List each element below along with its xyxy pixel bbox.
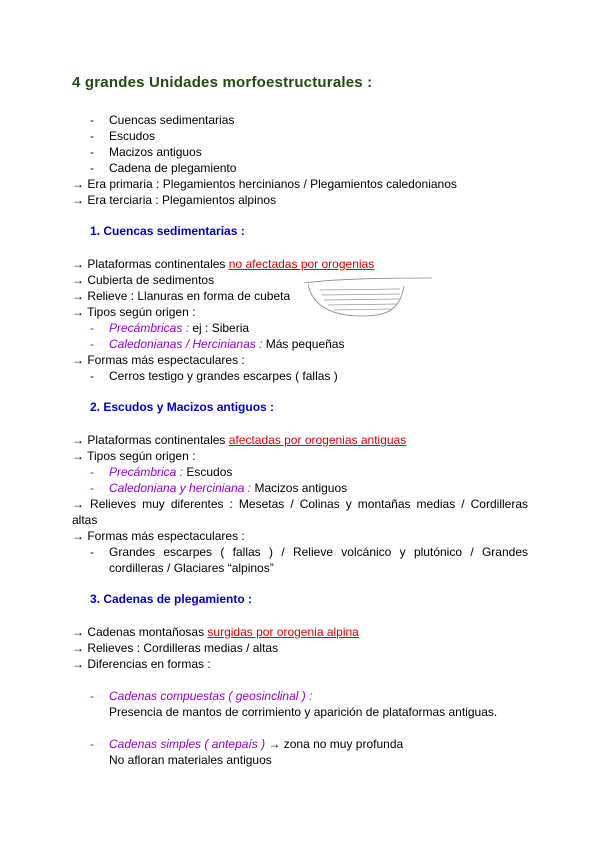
bullet-line: → Tipos según origen : <box>72 449 196 463</box>
bullet-line: → Tipos según origen : <box>72 305 196 319</box>
bullet-line: → Formas más espectaculares : <box>72 353 245 367</box>
highlight-text: surgidas por orogenia alpina <box>207 625 359 639</box>
bullet-dash: - <box>90 161 94 175</box>
bullet-dash: - <box>90 689 94 703</box>
bullet-line: → Diferencias en formas : <box>72 657 211 671</box>
list-item: Cadena de plegamiento <box>109 161 237 175</box>
bullet-dash: - <box>90 737 94 751</box>
bullet-dash: - <box>90 321 94 335</box>
arrow-icon: → <box>72 305 84 319</box>
list-item: Cuencas sedimentarias <box>109 113 235 127</box>
arrow-icon: → <box>72 449 84 463</box>
bullet-line: → Relieves muy diferentes : Mesetas / Colinas y montañas medias / Cordilleras <box>72 497 528 511</box>
arrow-icon: → <box>72 657 84 671</box>
bullet-line: → Plataformas continentales no afectadas por orogenias <box>72 257 375 271</box>
era-line: → Era terciaria : Plegamientos alpinos <box>72 193 277 207</box>
bullet-line: → Cadenas montañosas surgidas por orogenia alpina <box>72 625 359 639</box>
arrow-icon: → <box>72 625 84 639</box>
bullet-line-continued: altas <box>72 513 98 527</box>
section-heading-cuencas: 1. Cuencas sedimentarias : <box>90 224 245 238</box>
arrow-icon: → <box>72 289 84 303</box>
bullet-dash: - <box>90 337 94 351</box>
bullet-dash: - <box>90 465 94 479</box>
section-heading-cadenas: 3. Cadenas de plegamiento : <box>90 592 253 606</box>
bullet-line: → Formas más espectaculares : <box>72 529 245 543</box>
list-item-description: Presencia de mantos de corrimiento y aparición de plataformas antiguas. <box>109 705 498 719</box>
bullet-line: → Cubierta de sedimentos <box>72 273 215 287</box>
list-item: Escudos <box>109 129 156 143</box>
section-heading-escudos: 2. Escudos y Macizos antiguos : <box>90 400 275 414</box>
highlight-text: afectadas por orogenias antiguas <box>228 433 407 447</box>
arrow-icon: → <box>72 641 84 655</box>
list-item-continued: cordilleras / Glaciares “alpinos” <box>109 561 274 575</box>
bullet-dash: - <box>90 145 94 159</box>
arrow-icon: → <box>72 497 84 511</box>
arrow-icon: → <box>72 193 84 207</box>
bullet-line: → Relieve : Llanuras en forma de cubeta <box>72 289 291 303</box>
arrow-icon: → <box>72 433 84 447</box>
bullet-line: → Relieves : Cordilleras medias / altas <box>72 641 279 655</box>
list-item: Grandes escarpes ( fallas ) / Relieve volcánico y plutónico / Grandes <box>109 545 528 559</box>
list-item: Cerros testigo y grandes escarpes ( fallas ) <box>109 369 338 383</box>
arrow-icon: → <box>72 529 84 543</box>
list-item: Precámbricas : ej : Siberia <box>109 321 250 335</box>
list-item: Caledonianas / Hercinianas : Más pequeñas <box>109 337 345 351</box>
list-item: Macizos antiguos <box>109 145 202 159</box>
arrow-icon: → <box>72 273 84 287</box>
bullet-dash: - <box>90 545 94 559</box>
arrow-icon: → <box>72 353 84 367</box>
page-title: 4 grandes Unidades morfoestructurales : <box>72 74 373 91</box>
arrow-icon: → <box>72 257 84 271</box>
bullet-dash: - <box>90 369 94 383</box>
list-item-description: No afloran materiales antiguos <box>109 753 272 767</box>
highlight-text: no afectadas por orogenias <box>228 257 375 271</box>
list-item: Cadenas compuestas ( geosinclinal ) : <box>109 689 313 703</box>
era-line: → Era primaria : Plegamientos hercinianos / Plegamientos caledonianos <box>72 177 457 191</box>
list-item: Cadenas simples ( antepaís ) → zona no muy profunda <box>109 737 404 751</box>
list-item: Caledoniana y herciniana : Macizos antiguos <box>109 481 348 495</box>
arrow-icon: → <box>72 177 84 191</box>
bullet-dash: - <box>90 481 94 495</box>
bullet-dash: - <box>90 113 94 127</box>
list-item: Precámbrica : Escudos <box>109 465 233 479</box>
basin-sketch-icon <box>302 276 434 320</box>
bullet-dash: - <box>90 129 94 143</box>
bullet-line: → Plataformas continentales afectadas por orogenias antiguas <box>72 433 407 447</box>
